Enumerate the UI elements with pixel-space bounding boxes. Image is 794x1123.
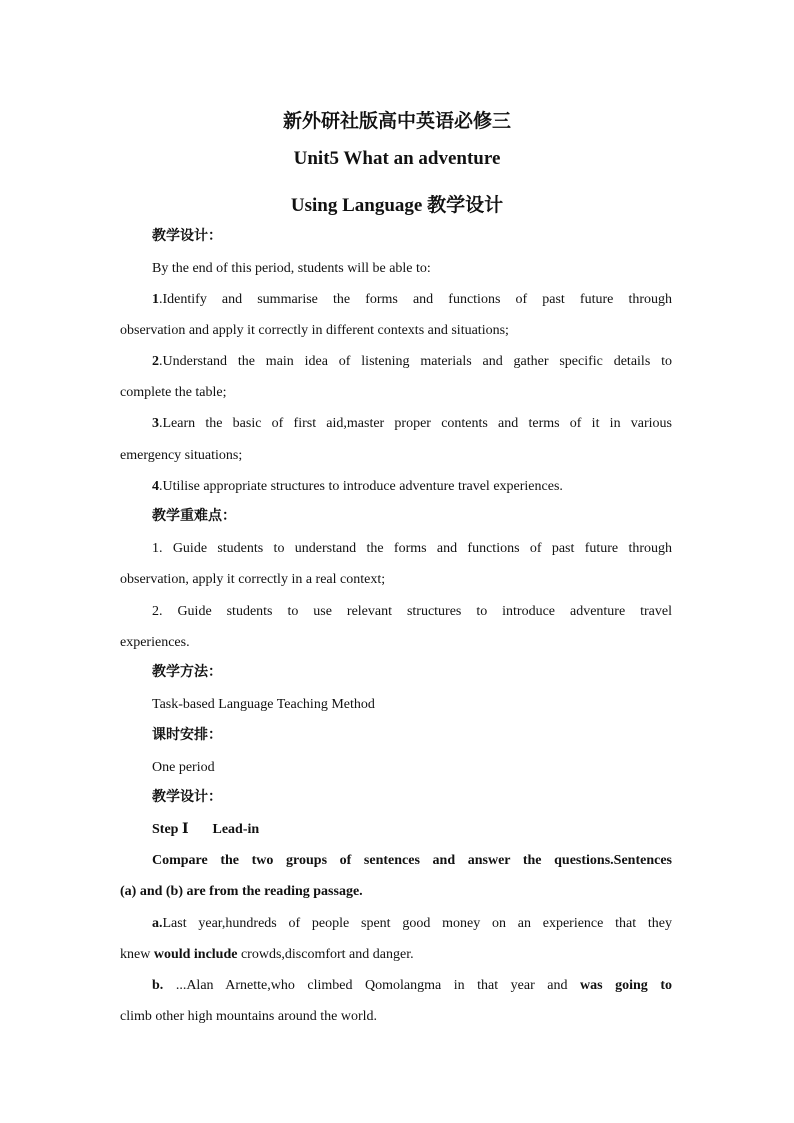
objective-text: .Learn the basic of first aid,master proper contents and terms of it in various [159,416,672,431]
instruction-line-1: Compare the two groups of sentences and answer the questions.Sentences [152,853,672,868]
objective-text: .Identify and summarise the forms and functions of past future through [159,292,672,307]
objective-item-1-cont: observation and apply it correctly in different contexts and situations; [120,323,509,338]
objective-text: .Utilise appropriate structures to introduce adventure travel experiences. [159,479,563,494]
objective-item-1 [152,291,672,309]
sentence-text: knew [120,947,154,962]
document-title-lesson: Using Language 教学设计 [290,195,504,216]
step-label: Step Ⅰ [152,822,189,837]
sentence-a-cont [120,946,414,964]
sentence-text: Last year,hundreds of people spent good money on an experience that they [162,916,672,931]
objective-item-4 [152,478,563,496]
design-heading: 教学设计： [152,790,222,805]
objective-item-3 [152,415,672,433]
objective-number: 4 [152,479,159,494]
objective-text: .Understand the main idea of listening materials and gather specific details to [159,354,672,369]
key-points-heading: 教学重难点： [152,509,236,524]
sentence-label: b. [152,978,164,993]
step-heading [152,821,259,839]
sentence-label: a. [152,916,163,931]
document-title-unit: Unit5 What an adventure [293,148,501,169]
method-text: Task-based Language Teaching Method [152,697,375,712]
sentence-text: ...Alan Arnette,who climbed Qomolangma in that year and [163,978,581,993]
method-heading: 教学方法： [152,665,222,680]
objective-number: 2 [152,354,159,369]
sentence-a [152,915,672,933]
document-title-cn: 新外研社版高中英语必修三 [282,111,511,132]
key-point-item-2: 2. Guide students to use relevant structures to introduce adventure travel [152,604,672,619]
objective-number: 1 [152,292,159,307]
objective-item-3-cont: emergency situations; [120,448,243,463]
step-name: Lead-in [212,822,260,837]
objective-item-2-cont: complete the table; [120,385,227,400]
sentence-b [152,977,672,995]
sentence-emphasis: would include [153,947,238,962]
key-point-item-2-cont: experiences. [120,635,190,650]
objective-item-2 [152,353,672,371]
objectives-intro: By the end of this period, students will be able to: [152,261,431,276]
sentence-text: crowds,discomfort and danger. [237,947,414,962]
instruction-line-2: (a) and (b) are from the reading passage. [120,884,363,899]
schedule-heading: 课时安排： [152,728,222,743]
sentence-b-cont: climb other high mountains around the world. [120,1009,378,1024]
key-point-item-1-cont: observation, apply it correctly in a real context; [120,572,386,587]
objective-number: 3 [152,416,159,431]
key-point-item-1: 1. Guide students to understand the forms and functions of past future through [152,541,672,556]
sentence-emphasis: was going to [580,978,672,993]
objectives-heading: 教学设计： [152,229,222,244]
schedule-text: One period [152,760,215,775]
